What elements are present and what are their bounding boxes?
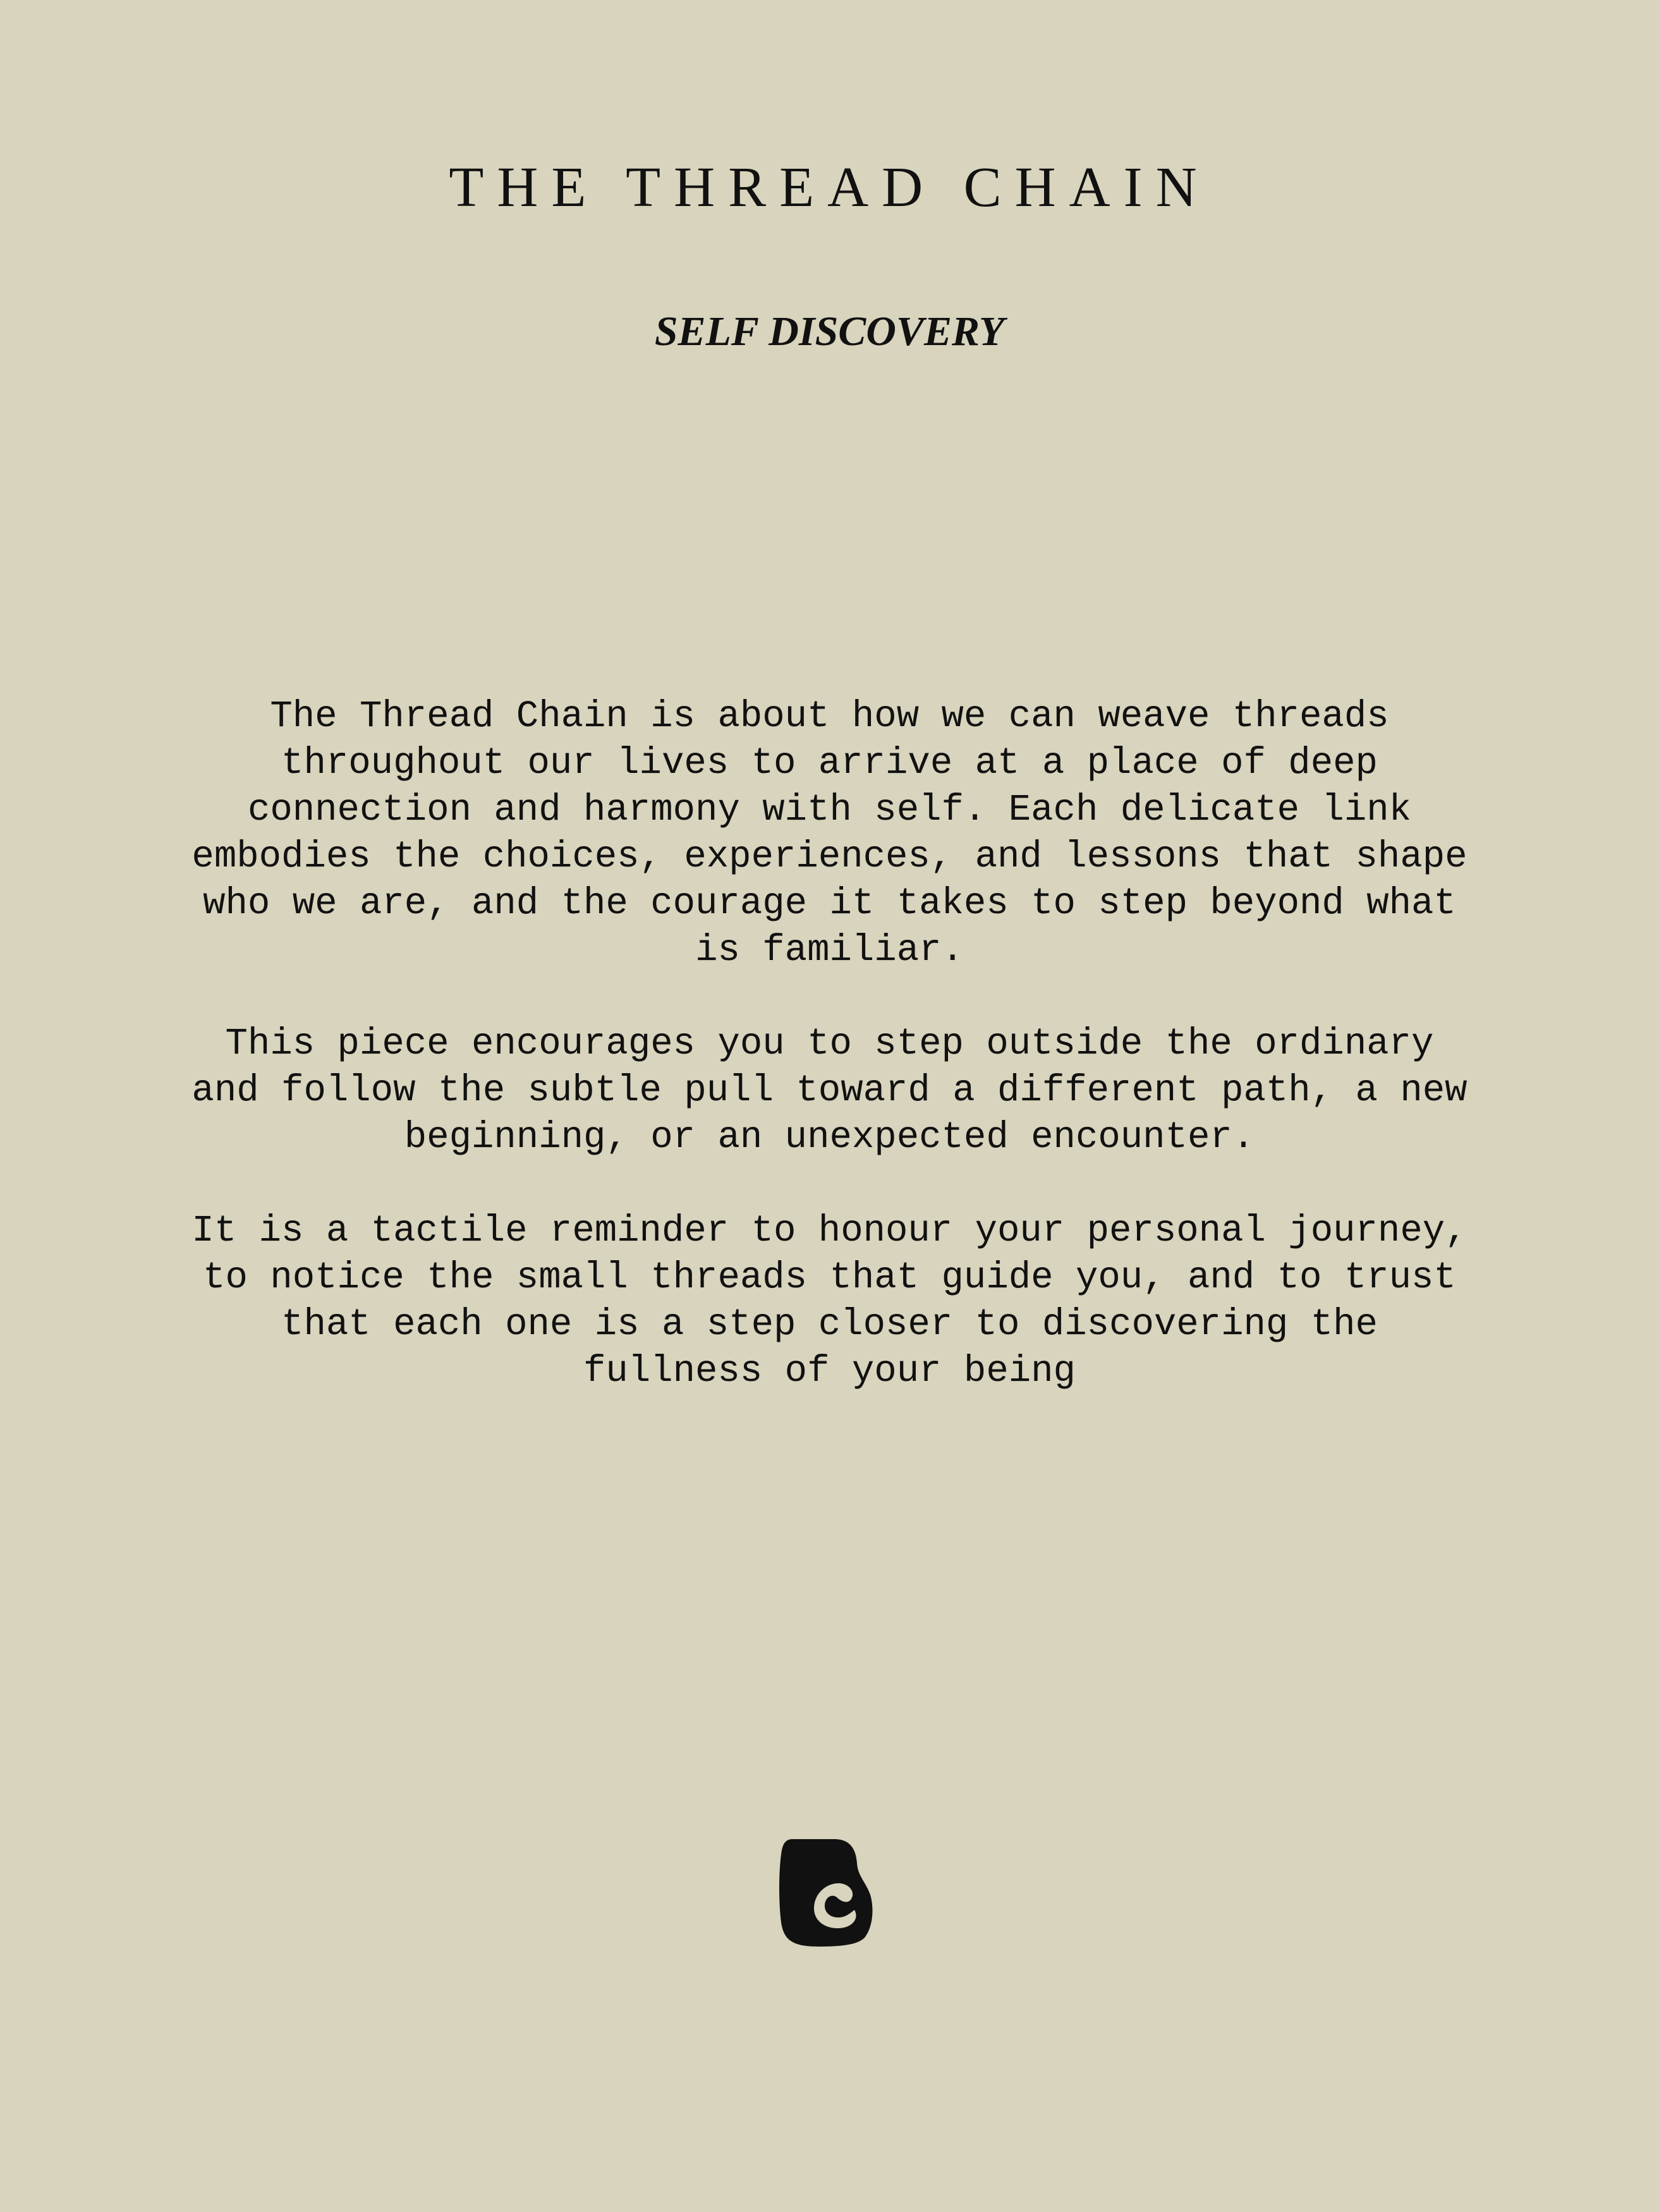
page-subtitle: SELF DISCOVERY bbox=[654, 308, 1005, 355]
paragraph-encouragement: This piece encourages you to step outside the ordinary and follow the subtle pull toward a different path, a new beginning, or an unexpected encounter. bbox=[191, 1023, 1468, 1158]
body-text bbox=[183, 693, 1476, 1395]
paragraph-intro: The Thread Chain is about how we can weave threads throughout our lives to arrive at a place of deep connection and harmony with self. Each delicate link embodies the choices, experiences, and lessons that shape who we are, and the courage it takes to step beyond what is familiar. bbox=[191, 695, 1468, 971]
page-title: THE THREAD CHAIN bbox=[449, 156, 1210, 219]
thread-chain-logo-icon bbox=[779, 1839, 873, 1947]
paragraph-reminder: It is a tactile reminder to honour your personal journey, to notice the small threads that guide you, and to trust that each one is a step closer to discovering the fullness of your being bbox=[191, 1210, 1468, 1392]
